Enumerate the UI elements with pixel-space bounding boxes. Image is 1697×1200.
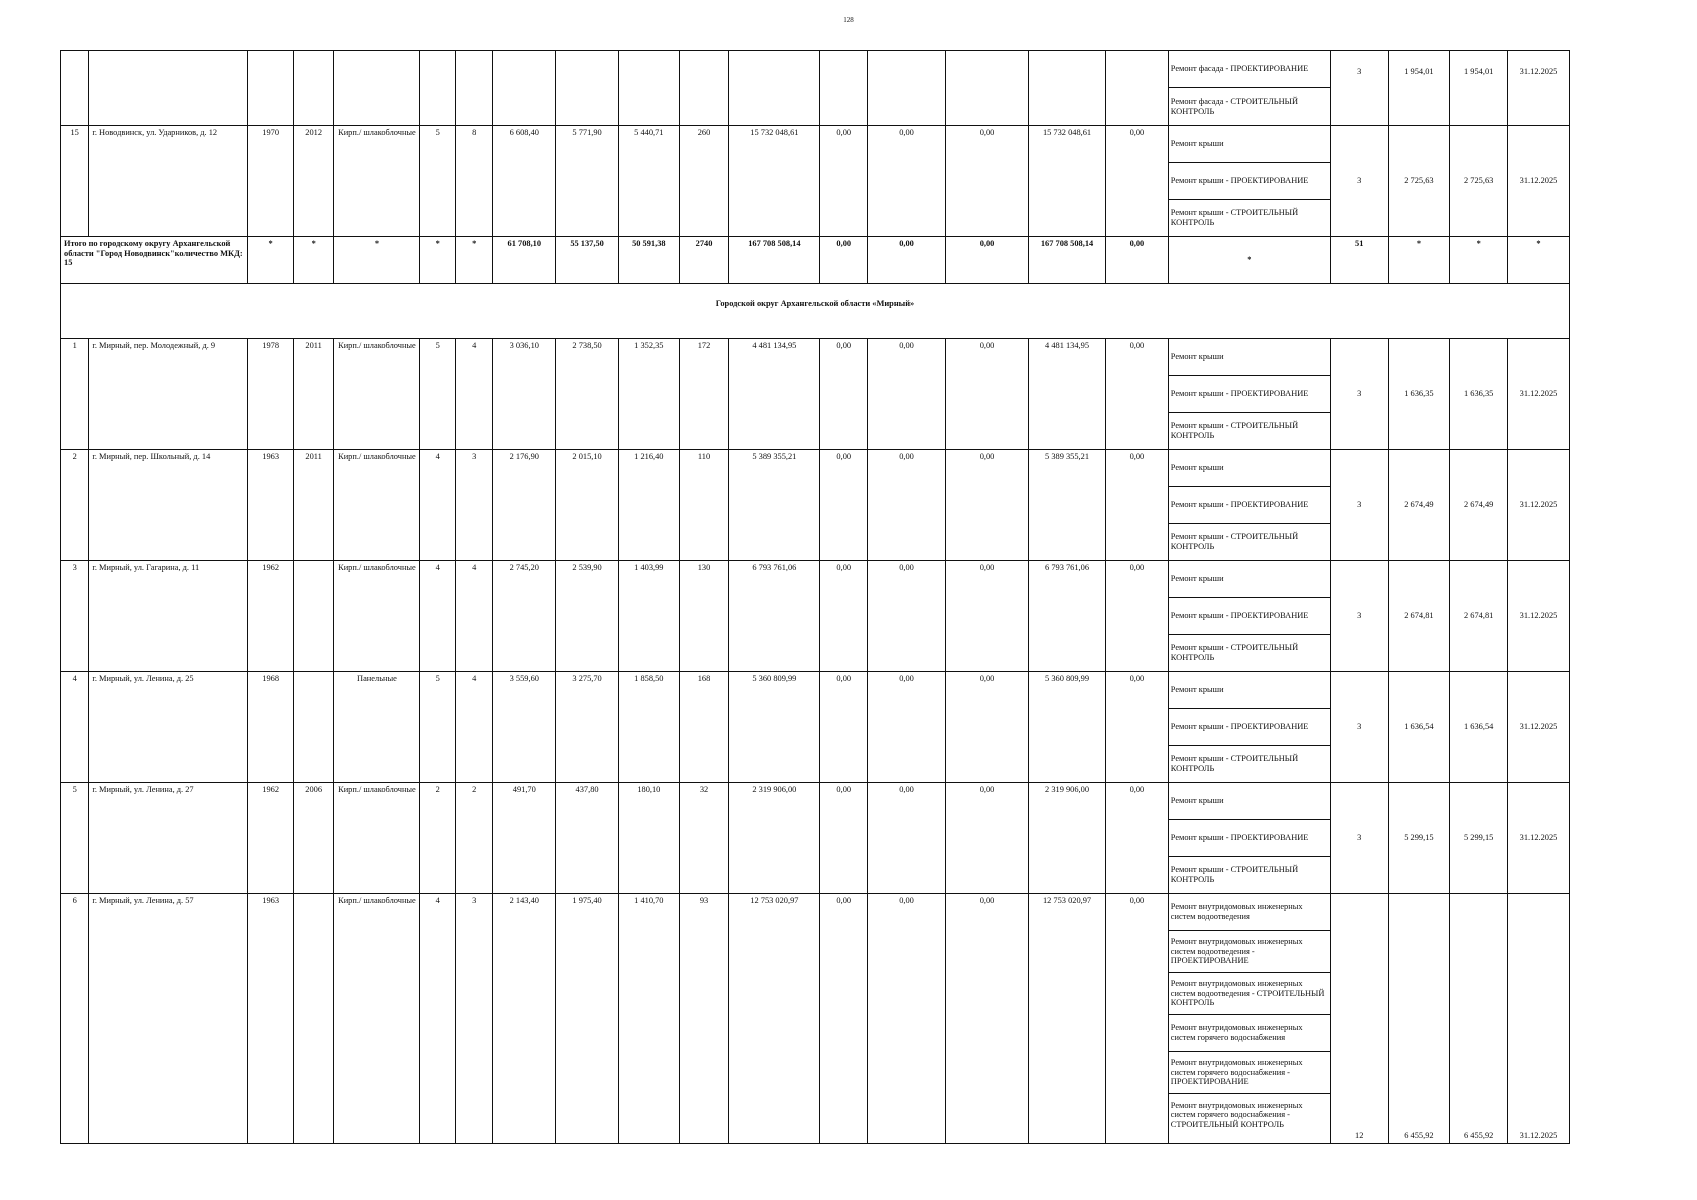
fund-federal: 0,00 (820, 126, 868, 237)
max-unit-cost: 5 299,15 (1450, 783, 1508, 894)
fund-local: 0,00 (946, 672, 1029, 783)
work-item: Ремонт крыши - СТРОИТЕЛЬНЫЙ КОНТРОЛЬ (1170, 865, 1299, 884)
area-owned: 1 403,99 (618, 561, 679, 672)
floors: 2 (420, 783, 455, 894)
fund-other: 0,00 (1106, 450, 1169, 561)
page-number: 128 (843, 16, 854, 24)
fund-other: 0,00 (1106, 894, 1169, 1144)
fund-federal: 0,00 (820, 339, 868, 450)
deadline-date: 31.12.2025 (1508, 126, 1570, 237)
table-row (61, 672, 1570, 783)
works-cell (1168, 51, 1330, 126)
area-living: 2 738,50 (556, 339, 619, 450)
repair-program-table (60, 50, 1570, 1144)
works-cell (1168, 783, 1330, 894)
residents: 110 (679, 450, 729, 561)
fund-owners: 6 793 761,06 (1029, 561, 1106, 672)
total-works-count: 51 (1330, 237, 1388, 284)
fund-local: 0,00 (946, 339, 1029, 450)
work-item: Ремонт крыши (1169, 450, 1330, 487)
area-living: 2 539,90 (556, 561, 619, 672)
total-star: * (293, 237, 334, 284)
work-item: Ремонт крыши - ПРОЕКТИРОВАНИЕ (1169, 709, 1330, 746)
fund-owners: 15 732 048,61 (1029, 126, 1106, 237)
cost-total: 2 319 906,00 (729, 783, 820, 894)
fund-regional: 0,00 (868, 783, 946, 894)
residents: 32 (679, 783, 729, 894)
works-cell (1168, 672, 1330, 783)
year-built: 1968 (248, 672, 294, 783)
max-unit-cost: 6 455,92 (1450, 894, 1508, 1144)
total-fund-regional: 0,00 (868, 237, 946, 284)
total-fund-owners: 167 708 508,14 (1029, 237, 1106, 284)
entrances: 4 (455, 561, 492, 672)
unit-cost: 5 299,15 (1388, 783, 1450, 894)
repair-program-table-sheet (60, 50, 1570, 1141)
fund-regional: 0,00 (868, 450, 946, 561)
total-area-living: 55 137,50 (556, 237, 619, 284)
area-living: 437,80 (556, 783, 619, 894)
row-number: 1 (61, 339, 89, 450)
total-fund-local: 0,00 (946, 237, 1029, 284)
max-unit-cost: 1 636,35 (1450, 339, 1508, 450)
work-item: Ремонт крыши (1169, 126, 1330, 163)
residents: 172 (679, 339, 729, 450)
unit-cost: 2 725,63 (1388, 126, 1450, 237)
wall-material: Кирп./ шлакоблочные (334, 450, 420, 561)
works-cell (1168, 561, 1330, 672)
address: г. Мирный, пер. Молодежный, д. 9 (89, 339, 248, 450)
row-number: 3 (61, 561, 89, 672)
unit-cost: 6 455,92 (1388, 894, 1450, 1144)
total-cost: 167 708 508,14 (729, 237, 820, 284)
year-repair: 2006 (293, 783, 334, 894)
fund-other: 0,00 (1106, 672, 1169, 783)
cost-total: 5 360 809,99 (729, 672, 820, 783)
works-count: 3 (1330, 672, 1388, 783)
year-built: 1978 (248, 339, 294, 450)
fund-federal: 0,00 (820, 450, 868, 561)
table-row (61, 339, 1570, 450)
total-row (61, 237, 1570, 284)
total-star: * (455, 237, 492, 284)
area-owned: 1 216,40 (618, 450, 679, 561)
entrances: 2 (455, 783, 492, 894)
work-item: Ремонт крыши - ПРОЕКТИРОВАНИЕ (1169, 820, 1330, 857)
cost-total: 5 389 355,21 (729, 450, 820, 561)
total-star: * (1508, 237, 1570, 284)
wall-material: Кирп./ шлакоблочные (334, 561, 420, 672)
cost-total: 12 753 020,97 (729, 894, 820, 1144)
fund-owners: 5 389 355,21 (1029, 450, 1106, 561)
area-total: 3 559,60 (493, 672, 556, 783)
year-built: 1970 (248, 126, 294, 237)
row-number: 15 (61, 126, 89, 237)
works-count: 3 (1330, 51, 1388, 126)
area-owned: 1 352,35 (618, 339, 679, 450)
work-item: Ремонт крыши - ПРОЕКТИРОВАНИЕ (1169, 598, 1330, 635)
fund-owners: 12 753 020,97 (1029, 894, 1106, 1144)
total-star: * (1450, 237, 1508, 284)
year-repair: 2011 (293, 450, 334, 561)
total-label: Итого по городскому округу Архангельской области "Город Новодвинск"количество МКД: 15 (61, 237, 248, 284)
total-star: * (420, 237, 455, 284)
year-repair: 2011 (293, 339, 334, 450)
entrances: 8 (455, 126, 492, 237)
address: г. Мирный, ул. Гагарина, д. 11 (89, 561, 248, 672)
fund-owners: 4 481 134,95 (1029, 339, 1106, 450)
total-fund-other: 0,00 (1106, 237, 1169, 284)
work-item: Ремонт внутридомовых инженерных систем водоотведения (1169, 894, 1330, 931)
deadline-date: 31.12.2025 (1508, 561, 1570, 672)
wall-material: Панельные (334, 672, 420, 783)
wall-material: Кирп./ шлакоблочные (334, 339, 420, 450)
fund-federal: 0,00 (820, 894, 868, 1144)
year-repair (293, 561, 334, 672)
work-item: Ремонт внутридомовых инженерных систем водоотведения - ПРОЕКТИРОВАНИЕ (1169, 931, 1330, 973)
residents: 130 (679, 561, 729, 672)
cost-total: 15 732 048,61 (729, 126, 820, 237)
deadline-date: 31.12.2025 (1508, 450, 1570, 561)
address: г. Мирный, ул. Ленина, д. 25 (89, 672, 248, 783)
table-row (61, 783, 1570, 894)
cost-total: 6 793 761,06 (729, 561, 820, 672)
row-number: 6 (61, 894, 89, 1144)
work-item: Ремонт внутридомовых инженерных систем горячего водоснабжения (1169, 1015, 1330, 1052)
works-count: 3 (1330, 783, 1388, 894)
work-item: Ремонт крыши - ПРОЕКТИРОВАНИЕ (1169, 487, 1330, 524)
max-unit-cost: 1 636,54 (1450, 672, 1508, 783)
work-item: Ремонт крыши - ПРОЕКТИРОВАНИЕ (1169, 163, 1330, 200)
fund-regional: 0,00 (868, 126, 946, 237)
floors: 4 (420, 561, 455, 672)
fund-federal: 0,00 (820, 672, 868, 783)
max-unit-cost: 2 725,63 (1450, 126, 1508, 237)
table-row (61, 894, 1570, 1144)
area-living: 3 275,70 (556, 672, 619, 783)
floors: 5 (420, 672, 455, 783)
fund-local: 0,00 (946, 126, 1029, 237)
works-cell (1168, 339, 1330, 450)
row-number: 5 (61, 783, 89, 894)
work-item: Ремонт крыши (1169, 561, 1330, 598)
work-item: Ремонт фасада - ПРОЕКТИРОВАНИЕ (1169, 51, 1330, 88)
fund-owners: 2 319 906,00 (1029, 783, 1106, 894)
wall-material: Кирп./ шлакоблочные (334, 783, 420, 894)
total-star: * (248, 237, 294, 284)
year-built: 1963 (248, 894, 294, 1144)
works-cell (1168, 894, 1330, 1144)
works-count: 3 (1330, 450, 1388, 561)
year-built: 1962 (248, 783, 294, 894)
section-header: Городской округ Архангельской области «Мирный» (61, 284, 1570, 339)
fund-federal: 0,00 (820, 783, 868, 894)
fund-regional: 0,00 (868, 894, 946, 1144)
area-total: 491,70 (493, 783, 556, 894)
area-total: 6 608,40 (493, 126, 556, 237)
work-item: Ремонт фасада - СТРОИТЕЛЬНЫЙ КОНТРОЛЬ (1170, 96, 1298, 116)
entrances: 3 (455, 894, 492, 1144)
entrances: 4 (455, 339, 492, 450)
year-built: 1963 (248, 450, 294, 561)
residents: 93 (679, 894, 729, 1144)
deadline-date: 31.12.2025 (1508, 672, 1570, 783)
address: г. Мирный, ул. Ленина, д. 57 (89, 894, 248, 1144)
cost-total: 4 481 134,95 (729, 339, 820, 450)
unit-cost: 1 636,35 (1388, 339, 1450, 450)
total-area-total: 61 708,10 (493, 237, 556, 284)
year-repair (293, 672, 334, 783)
total-star: * (334, 237, 420, 284)
max-unit-cost: 2 674,49 (1450, 450, 1508, 561)
work-item: Ремонт крыши (1169, 783, 1330, 820)
area-living: 5 771,90 (556, 126, 619, 237)
floors: 4 (420, 450, 455, 561)
fund-other: 0,00 (1106, 561, 1169, 672)
residents: 260 (679, 126, 729, 237)
work-item: Ремонт внутридомовых инженерных систем горячего водоснабжения - СТРОИТЕЛЬНЫЙ КОНТРОЛЬ (1170, 1100, 1303, 1129)
floors: 4 (420, 894, 455, 1144)
year-repair: 2012 (293, 126, 334, 237)
total-area-owned: 50 591,38 (618, 237, 679, 284)
wall-material: Кирп./ шлакоблочные (334, 894, 420, 1144)
work-item: Ремонт крыши (1169, 339, 1330, 376)
table-row (61, 450, 1570, 561)
work-item: Ремонт крыши (1169, 672, 1330, 709)
area-total: 2 745,20 (493, 561, 556, 672)
floors: 5 (420, 126, 455, 237)
fund-local: 0,00 (946, 783, 1029, 894)
total-star: * (1168, 237, 1330, 284)
works-cell (1168, 126, 1330, 237)
area-total: 2 143,40 (493, 894, 556, 1144)
residents: 168 (679, 672, 729, 783)
fund-federal: 0,00 (820, 561, 868, 672)
work-item: Ремонт крыши - СТРОИТЕЛЬНЫЙ КОНТРОЛЬ (1170, 754, 1299, 773)
total-residents: 2740 (679, 237, 729, 284)
total-star: * (1388, 237, 1450, 284)
work-item: Ремонт крыши - СТРОИТЕЛЬНЫЙ КОНТРОЛЬ (1170, 643, 1299, 662)
area-owned: 1 410,70 (618, 894, 679, 1144)
floors: 5 (420, 339, 455, 450)
fund-other: 0,00 (1106, 783, 1169, 894)
year-repair (293, 894, 334, 1144)
table-row-top-partial (61, 51, 1570, 126)
unit-cost: 2 674,81 (1388, 561, 1450, 672)
work-item: Ремонт внутридомовых инженерных систем водоотведения - СТРОИТЕЛЬНЫЙ КОНТРОЛЬ (1169, 973, 1330, 1015)
row-number: 4 (61, 672, 89, 783)
deadline-date: 31.12.2025 (1508, 783, 1570, 894)
total-fund-federal: 0,00 (820, 237, 868, 284)
works-count: 3 (1330, 339, 1388, 450)
work-item: Ремонт крыши - СТРОИТЕЛЬНЫЙ КОНТРОЛЬ (1170, 421, 1299, 440)
table-row (61, 561, 1570, 672)
address: г. Мирный, пер. Школьный, д. 14 (89, 450, 248, 561)
fund-local: 0,00 (946, 561, 1029, 672)
work-item: Ремонт крыши - СТРОИТЕЛЬНЫЙ КОНТРОЛЬ (1170, 532, 1299, 551)
fund-local: 0,00 (946, 894, 1029, 1144)
deadline-date: 31.12.2025 (1508, 51, 1570, 126)
wall-material: Кирп./ шлакоблочные (334, 126, 420, 237)
fund-other: 0,00 (1106, 126, 1169, 237)
entrances: 4 (455, 672, 492, 783)
address: г. Новодвинск, ул. Ударников, д. 12 (89, 126, 248, 237)
area-living: 1 975,40 (556, 894, 619, 1144)
area-owned: 5 440,71 (618, 126, 679, 237)
unit-cost: 1 954,01 (1388, 51, 1450, 126)
fund-regional: 0,00 (868, 672, 946, 783)
area-owned: 180,10 (618, 783, 679, 894)
row-number: 2 (61, 450, 89, 561)
area-total: 2 176,90 (493, 450, 556, 561)
fund-regional: 0,00 (868, 339, 946, 450)
works-count: 3 (1330, 126, 1388, 237)
area-total: 3 036,10 (493, 339, 556, 450)
work-item: Ремонт крыши - ПРОЕКТИРОВАНИЕ (1169, 376, 1330, 413)
deadline-date: 31.12.2025 (1508, 339, 1570, 450)
fund-owners: 5 360 809,99 (1029, 672, 1106, 783)
works-count: 3 (1330, 561, 1388, 672)
entrances: 3 (455, 450, 492, 561)
address: г. Мирный, ул. Ленина, д. 27 (89, 783, 248, 894)
fund-other: 0,00 (1106, 339, 1169, 450)
deadline-date: 31.12.2025 (1508, 894, 1570, 1144)
table-row (61, 126, 1570, 237)
works-cell (1168, 450, 1330, 561)
year-built: 1962 (248, 561, 294, 672)
area-living: 2 015,10 (556, 450, 619, 561)
fund-regional: 0,00 (868, 561, 946, 672)
max-unit-cost: 2 674,81 (1450, 561, 1508, 672)
unit-cost: 2 674,49 (1388, 450, 1450, 561)
works-count: 12 (1330, 894, 1388, 1144)
unit-cost: 1 636,54 (1388, 672, 1450, 783)
work-item: Ремонт внутридомовых инженерных систем горячего водоснабжения - ПРОЕКТИРОВАНИЕ (1169, 1052, 1330, 1094)
work-item: Ремонт крыши - СТРОИТЕЛЬНЫЙ КОНТРОЛЬ (1170, 208, 1299, 227)
max-unit-cost: 1 954,01 (1450, 51, 1508, 126)
fund-local: 0,00 (946, 450, 1029, 561)
section-header-row (61, 284, 1570, 339)
area-owned: 1 858,50 (618, 672, 679, 783)
